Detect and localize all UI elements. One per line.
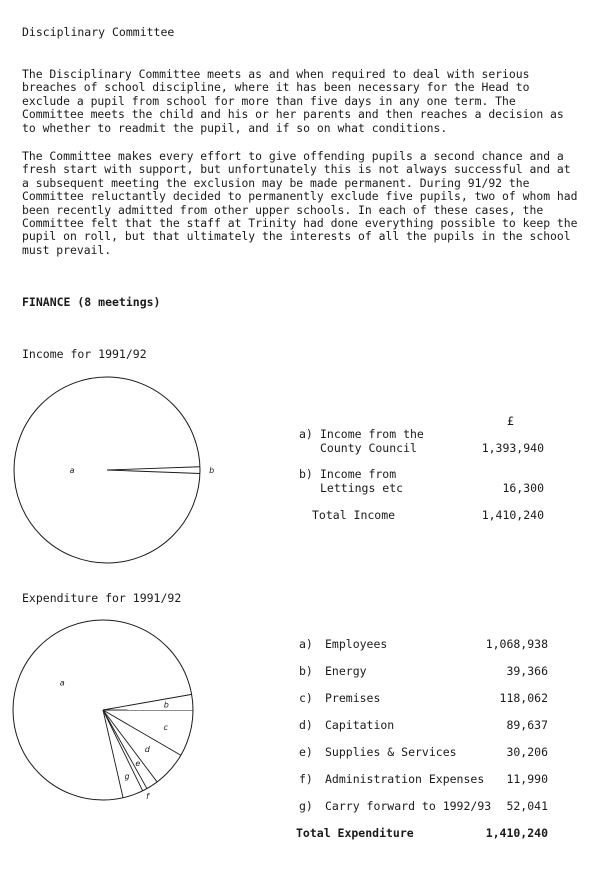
exp-letter-g: g) [299,799,313,813]
expenditure-slice-label-a: a [59,678,65,688]
income-letter-b: b) [299,467,313,481]
text-line: The Committee makes every effort to give offending pupils a second chance and a [22,149,564,163]
expenditure-slice-d [103,710,181,755]
text-line: exclude a pupil from school for more than five days in any one term. The [22,93,516,108]
total-expenditure-label: Total Expenditure [296,826,414,840]
expenditure-slice-a [103,710,123,798]
total-expenditure-amount: 1,410,240 [485,826,548,840]
total-income-label: Total Income [312,508,396,522]
income-amount-b: 16,300 [502,481,544,495]
expenditure-slice-e [103,710,157,782]
income-letter-a: a) [299,427,313,441]
exp-amount-e: 30,206 [506,745,548,759]
exp-amount-g: 52,041 [506,799,548,813]
income-slice-a [107,470,200,474]
exp-amount-c: 118,062 [499,691,548,705]
expenditure-pie-outline [13,620,193,800]
discipline-paragraph-1 [22,68,578,135]
exp-amount-d: 89,637 [506,718,548,732]
income-amount-a: 1,393,940 [481,441,544,455]
text-line: a subsequent meeting the exclusion may be made permanent. During 91/92 the [22,175,530,190]
exp-letter-f: f) [299,772,313,786]
expenditure-slice-label-c: c [163,722,168,732]
text-line: The Disciplinary Committee meets as and when required to deal with serious [22,67,530,81]
discipline-paragraph-2 [22,150,578,257]
expenditure-slice-label-g: g [124,772,130,782]
expenditure-slice-label-f: f [146,792,149,802]
exp-letter-a: a) [299,637,313,651]
text-line: to whether to readmit the pupil, and if so on what conditions. [22,120,448,135]
text-line: pupil on roll, but that ultimately the interests of all the pupils in the school [22,229,571,244]
expenditure-slice-label-b: b [163,700,169,710]
exp-letter-d: d) [299,718,313,732]
exp-letter-e: e) [299,745,313,759]
income-label-b-line2: Lettings etc [320,481,404,495]
expenditure-slice-label-d: d [144,744,150,754]
exp-letter-c: c) [299,691,313,705]
text-line: must prevail. [22,242,112,257]
exp-label-a: Employees [325,637,388,651]
exp-label-b: Energy [325,664,367,678]
expenditure-slice-g [103,710,143,791]
exp-amount-a: 1,068,938 [485,637,548,651]
total-income-amount: 1,410,240 [481,508,544,522]
income-slice-label-b: b [209,466,215,476]
discipline-heading: Disciplinary Committee [22,25,175,39]
income-label-a-line1: Income from the [320,427,424,441]
text-line: Committee meets the child and his or her parents and then reaches a decision as [22,107,564,122]
text-line: Committee reluctantly decided to permanently exclude five pupils, two of whom had [22,189,578,204]
exp-amount-b: 39,366 [506,664,548,678]
currency-symbol: £ [507,414,514,428]
income-label-a-line2: County Council [320,441,417,455]
exp-label-g: Carry forward to 1992/93 [325,799,492,813]
income-label-b-line1: Income from [320,467,397,481]
expenditure-slice-label-e: e [135,758,141,768]
text-line: been recently admitted from other upper schools. In each of these cases, the [22,202,544,217]
expenditure-title: Expenditure for 1991/92 [22,591,182,605]
income-pie-outline [14,377,200,563]
text-line: fresh start with support, but unfortunately this is not always successful and at [22,162,571,177]
expenditure-slice-b [103,694,192,710]
expenditure-slice-f [103,710,147,789]
exp-label-e: Supplies & Services [325,745,457,759]
income-slice-label-a: a [69,465,75,475]
income-slice-b [107,467,200,470]
text-line: Committee felt that the staff at Trinity had done everything possible to keep the [22,216,578,231]
exp-label-d: Capitation [325,718,395,732]
text-line: breaches of school discipline, where it has been necessary for the Head to [22,80,530,95]
finance-heading: FINANCE (8 meetings) [22,295,161,309]
exp-amount-f: 11,990 [506,772,548,786]
income-title: Income for 1991/92 [22,347,147,361]
exp-label-c: Premises [325,691,381,705]
exp-label-f: Administration Expenses [325,772,485,786]
exp-letter-b: b) [299,664,313,678]
